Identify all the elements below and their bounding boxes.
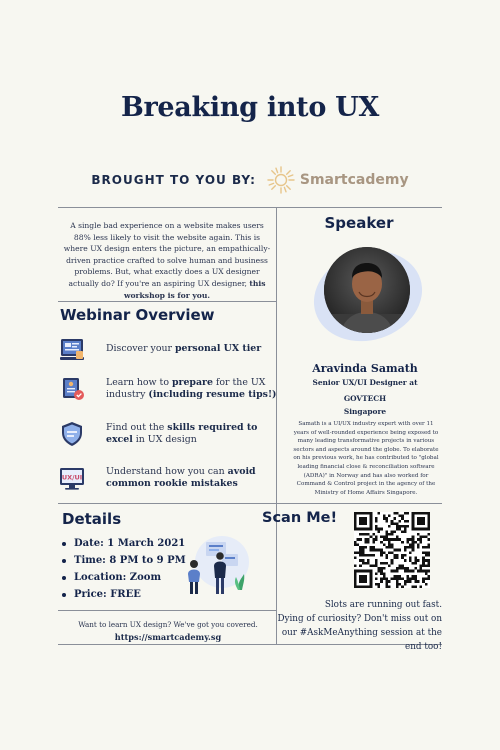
qr-code[interactable]: [354, 512, 430, 588]
speaker-heading: Speaker: [324, 214, 394, 232]
details-footer-text: Want to learn UX design? We've got you covered.: [78, 620, 258, 629]
brand-name: Smartcademy: [299, 172, 409, 188]
overview-item-text: [106, 377, 278, 402]
skills-shield-icon: [58, 420, 86, 448]
speaker-org: GOVTECH: [343, 394, 387, 403]
overview-item: [58, 334, 278, 364]
scan-heading: Scan Me!: [262, 510, 338, 526]
overview-text-bold: (including resume tips!): [148, 389, 277, 400]
overview-item: [58, 419, 278, 449]
bullet-icon: [62, 559, 66, 563]
brought-by-label: BROUGHT TO YOU BY:: [91, 173, 256, 187]
overview-text-bold: personal UX tier: [174, 342, 262, 354]
overview-item-text: [106, 466, 278, 491]
overview-text-part: Discover your: [106, 342, 175, 354]
overview-item-text: [106, 343, 261, 356]
intro-emphasis: this workshop is for you.: [123, 278, 266, 300]
speaker-role: Senior UX/UI Designer at: [312, 378, 418, 387]
resume-prep-icon: [58, 375, 86, 403]
details-list: [62, 535, 186, 603]
overview-text-bold: prepare: [171, 376, 213, 388]
overview-text-part: Find out the: [106, 421, 168, 433]
overview-text-bold: avoid common rookie mistakes: [106, 465, 256, 489]
speaker-bio: Samath is a UI/UX industry expert with over 11 years of well-rounded experience being exposed to many leading transformative projects in various sectors and aspects around the globe. To elaborate on his previous work, he has contributed to "global leading financial close & reconciliation software (ADRA)" in Norway and has also worked for Command & Control project in the agency of the Ministry of Home Affairs Singapore.: [293, 421, 439, 496]
details-item-text: Time: 8 PM to 9 PM: [74, 555, 186, 566]
overview-item-text: [106, 422, 278, 447]
divider: [58, 610, 276, 611]
overview-item: [58, 463, 278, 493]
page-title: Breaking into UX: [120, 92, 380, 123]
details-item: [62, 569, 186, 586]
divider: [58, 503, 442, 504]
divider: [58, 207, 442, 208]
website-link[interactable]: https://smartcademy.sg: [114, 632, 222, 642]
intro-paragraph: [62, 220, 272, 301]
scan-line: Slots are running out fast.: [324, 600, 442, 610]
speaker-photo: [310, 242, 426, 342]
divider: [58, 644, 276, 645]
scan-line: Dying of curiosity? Don't miss out on: [277, 614, 442, 624]
smartcademy-logo: [266, 165, 409, 195]
brought-to-you-by: [0, 164, 500, 196]
details-item: [62, 586, 186, 603]
overview-text-bold: skills required to excel: [106, 421, 258, 445]
overview-heading: Webinar Overview: [60, 306, 215, 324]
overview-text-part: Understand how you can: [106, 465, 228, 477]
sun-burst-icon: [266, 165, 296, 195]
bullet-icon: [62, 576, 66, 580]
speaker-location: Singapore: [343, 407, 387, 416]
bullet-icon: [62, 593, 66, 597]
details-item-text: Date: 1 March 2021: [74, 538, 186, 549]
scan-message: [266, 598, 442, 654]
details-item-text: Price: FREE: [74, 589, 141, 600]
team-illustration: [182, 530, 250, 600]
overview-item: [58, 374, 278, 404]
details-item-text: Location: Zoom: [74, 572, 162, 583]
speaker-name: Aravinda Samath: [312, 362, 418, 375]
intro-text: A single bad experience on a website makes users 88% less likely to visit the website again. This is where UX design enters the picture, an empathically-driven practice crafted to solve human and business problems. But, what exactly does a UX designer actually do? If you're an aspiring UX designer,: [63, 221, 271, 288]
overview-text-part: in UX design: [132, 434, 197, 445]
details-item: [62, 552, 186, 569]
ux-ui-monitor-icon: [58, 464, 86, 492]
overview-text-part: for the UX industry: [106, 376, 266, 400]
details-footer: [60, 619, 276, 643]
details-heading: Details: [62, 510, 122, 528]
bullet-icon: [62, 542, 66, 546]
ux-tier-icon: [58, 335, 86, 363]
svg-text:UX/UI: UX/UI: [61, 473, 83, 482]
details-item: [62, 535, 186, 552]
overview-text-part: Learn how to: [106, 376, 172, 388]
scan-line: our #AskMeAnything session at the end too!: [281, 628, 442, 652]
